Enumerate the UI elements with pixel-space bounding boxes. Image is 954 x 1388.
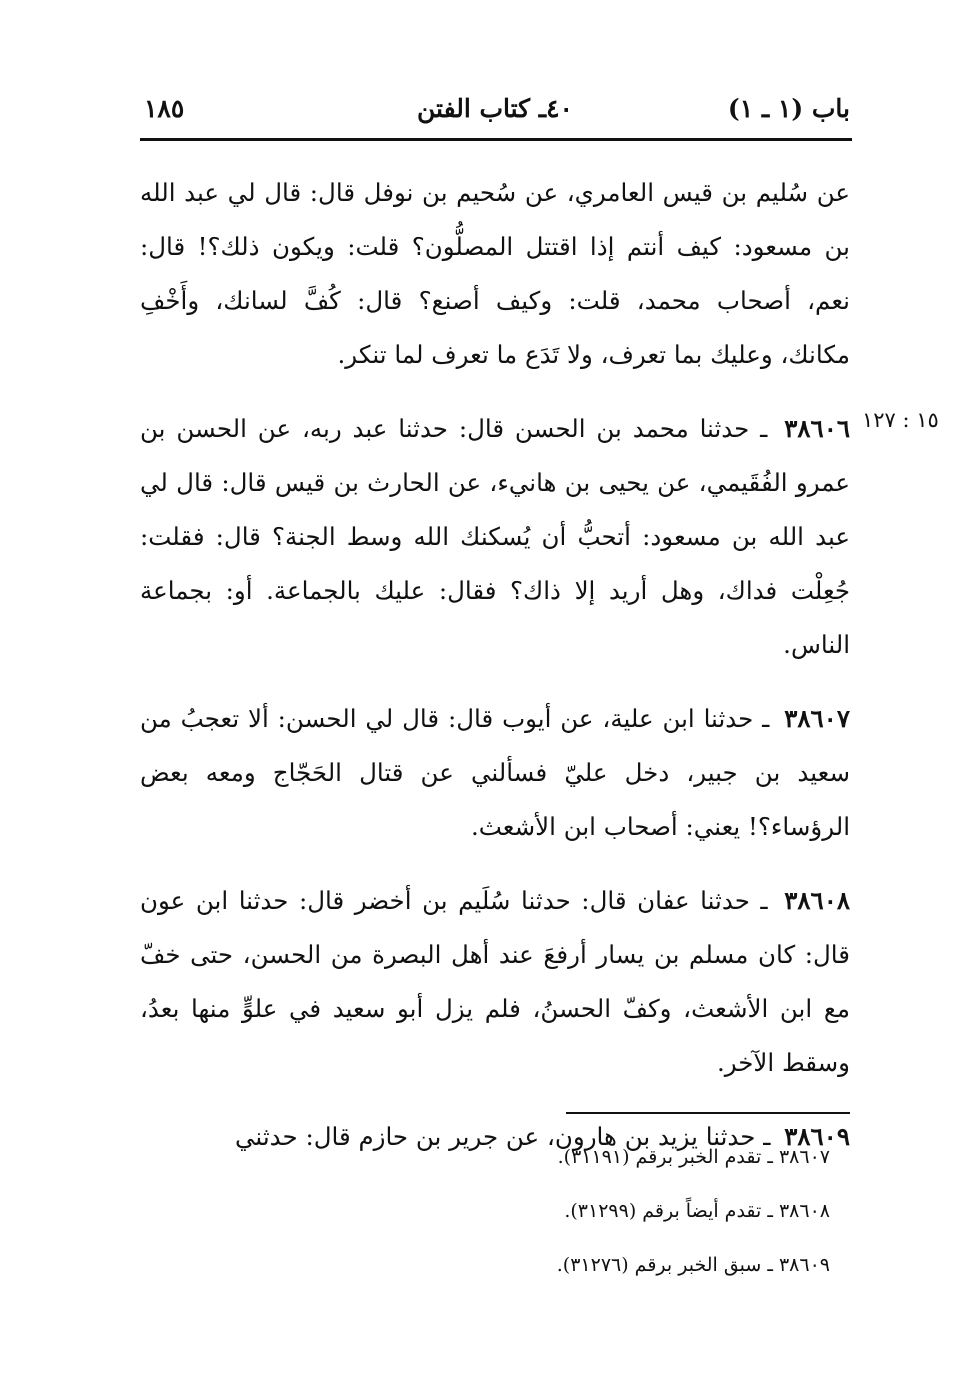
- footnote-item: ٣٨٦٠٧ ـ تقدم الخبر برقم (٣١١٩١).: [557, 1146, 830, 1168]
- hadith-number: ٣٨٦٠٧: [784, 704, 850, 733]
- hadith-number: ٣٨٦٠٦: [784, 414, 851, 443]
- main-text: [140, 166, 850, 1184]
- hadith-38606: [140, 402, 850, 672]
- footnote-divider: [566, 1112, 850, 1114]
- paragraph-continuation: [140, 166, 850, 382]
- paragraph-text: عن سُليم بن قيس العامري، عن سُحيم بن نوفل قال: قال لي عبد الله بن مسعود: كيف أنتم إذا اقتتل المصلُّون؟ قلت: ويكون ذلك؟! قال: نعم، أصحاب محمد، قلت: وكيف أصنع؟ قال: كُفَّ لسانك، وأَخْفِ مكانك، وعليك بما تعرف، ولا تَدَع ما تعرف لما تنكر.: [140, 178, 850, 369]
- paragraph-text: ـ حدثنا عفان قال: حدثنا سُلَيم بن أخضر قال: حدثنا ابن عون قال: كان مسلم بن يسار أرفعَ عند أهل البصرة من الحسن، حتى خفّ مع ابن الأشعث، وكفّ الحسنُ، فلم يزل أبو سعيد في علوٍّ منها بعدُ، وسقط الآخر.: [140, 886, 850, 1077]
- page-header: [140, 88, 850, 134]
- footnotes: [140, 1130, 830, 1292]
- paragraph-text: ـ حدثنا يزيد بن هارون، عن جرير بن حازم قال: حدثني: [235, 1122, 771, 1151]
- header-divider: [140, 138, 852, 141]
- hadith-number: ٣٨٦٠٨: [784, 886, 851, 915]
- hadith-38608: [140, 874, 850, 1090]
- paragraph-text: ـ حدثنا محمد بن الحسن قال: حدثنا عبد ربه، عن الحسن بن عمرو الفُقَيمي، عن يحيى بن هانيء، عن الحارث بن قيس قال: قال لي عبد الله بن مسعود: أتحبُّ أن يُسكنك الله وسط الجنة؟ قال: فقلت: جُعِلْت فداك، وهل أريد إلا ذاك؟ فقال: عليك بالجماعة. أو: بجماعة الناس.: [140, 414, 850, 659]
- hadith-number: ٣٨٦٠٩: [784, 1122, 850, 1151]
- page-number: ١٨٥: [144, 94, 185, 123]
- book-title: ٤٠ـ كتاب الفتن: [417, 94, 573, 123]
- hadith-38607: [140, 692, 850, 854]
- footnote-item: ٣٨٦٠٩ ـ سبق الخبر برقم (٣١٢٧٦).: [556, 1254, 830, 1276]
- footnote-item: ٣٨٦٠٨ ـ تقدم أيضاً برقم (٣١٢٩٩).: [564, 1200, 830, 1222]
- chapter-heading: باب (١ ـ ١): [727, 94, 850, 123]
- margin-reference: ١٥ : ١٢٧: [862, 408, 939, 432]
- paragraph-text: ـ حدثنا ابن علية، عن أيوب قال: قال لي الحسن: ألا تعجبُ من سعيد بن جبير، دخل عليّ فسألني عن قتال الحَجّاج ومعه بعض الرؤساء؟! يعني: أصحاب ابن الأشعث.: [140, 704, 850, 841]
